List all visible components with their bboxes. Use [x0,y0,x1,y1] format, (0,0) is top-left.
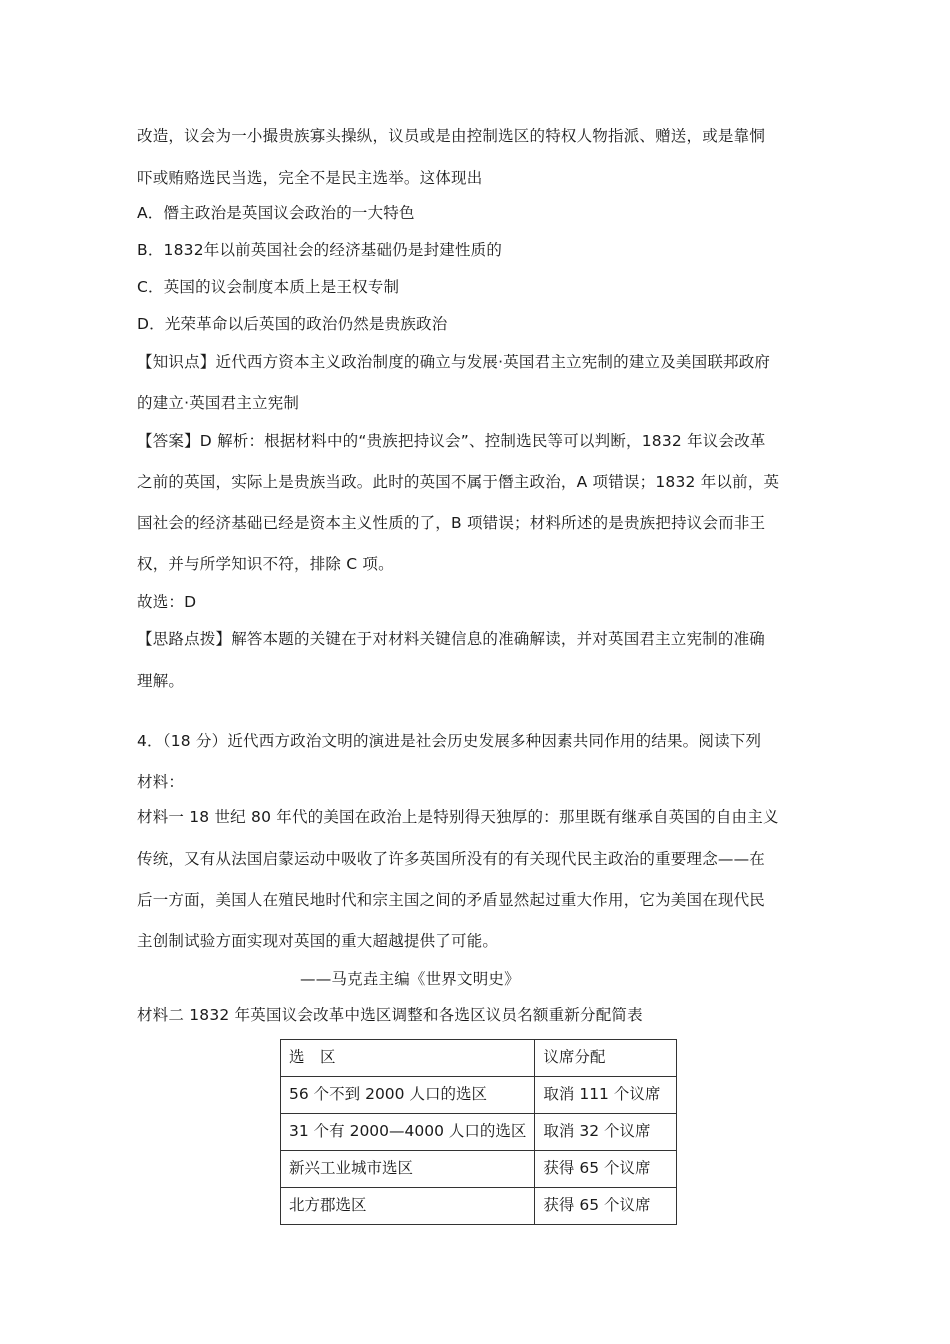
table-header: 选 区 [281,1040,535,1077]
text-line: 理解。 [137,672,185,690]
table-row [281,1114,677,1151]
table-header-row [281,1040,677,1077]
text-line: 材料： [137,773,185,791]
table-cell: 取消 32 个议席 [535,1114,677,1151]
table-cell: 31 个有 2000—4000 人口的选区 [281,1114,535,1151]
option-b: B．1832年以前英国社会的经济基础仍是封建性质的 [137,241,503,259]
table-row [281,1151,677,1188]
material-2: 材料二 1832 年英国议会改革中选区调整和各选区议员名额重新分配简表 [137,1006,643,1024]
final-choice: 故选：D [137,593,197,611]
text-line: 传统，又有从法国启蒙运动中吸收了许多英国所没有的有关现代民主政治的重要理念——在 [137,850,766,868]
option-a: A．僭主政治是英国议会政治的一大特色 [137,204,415,222]
text-line: 主创制试验方面实现对英国的重大超越提供了可能。 [137,932,499,950]
table-header: 议席分配 [535,1040,677,1077]
table-cell: 获得 65 个议席 [535,1188,677,1225]
approach-hint: 【思路点拨】解答本题的关键在于对材料关键信息的准确解读，并对英国君主立宪制的准确 [137,630,766,648]
option-d: D．光荣革命以后英国的政治仍然是贵族政治 [137,315,448,333]
material-1: 材料一 18 世纪 80 年代的美国在政治上是特别得天独厚的：那里既有继承自英国的自由主义 [137,808,779,826]
text-line: 后一方面，美国人在殖民地时代和宗主国之间的矛盾显然起过重大作用，它为美国在现代民 [137,891,766,909]
option-c: C．英国的议会制度本质上是王权专制 [137,278,400,296]
text-line: 改造，议会为一小撮贵族寡头操纵，议员或是由控制选区的特权人物指派、赠送，或是靠恫 [137,127,766,145]
table-row [281,1077,677,1114]
text-line: 吓或贿赂选民当选，完全不是民主选举。这体现出 [137,169,483,187]
text-line: 之前的英国，实际上是贵族当政。此时的英国不属于僭主政治，A 项错误；1832 年以前，英 [137,473,780,491]
answer-line: 【答案】D 解析：根据材料中的“贵族把持议会”、控制选民等可以判断，1832 年议会改革 [137,432,766,450]
text-line: 国社会的经济基础已经是资本主义性质的了，B 项错误；材料所述的是贵族把持议会而非王 [137,514,766,532]
table-row [281,1188,677,1225]
table-cell: 新兴工业城市选区 [281,1151,535,1188]
table-cell: 取消 111 个议席 [535,1077,677,1114]
table-cell: 获得 65 个议席 [535,1151,677,1188]
seat-distribution-table [280,1039,677,1225]
text-line: 的建立·英国君主立宪制 [137,394,300,412]
source-citation: ——马克垚主编《世界文明史》 [300,970,520,988]
question-4: 4．（18 分）近代西方政治文明的演进是社会历史发展多种因素共同作用的结果。阅读下列 [137,732,762,750]
table-cell: 56 个不到 2000 人口的选区 [281,1077,535,1114]
knowledge-point: 【知识点】近代西方资本主义政治制度的确立与发展·英国君主立宪制的建立及美国联邦政府 [137,353,771,371]
text-line: 权，并与所学知识不符，排除 C 项。 [137,555,394,573]
table-cell: 北方郡选区 [281,1188,535,1225]
